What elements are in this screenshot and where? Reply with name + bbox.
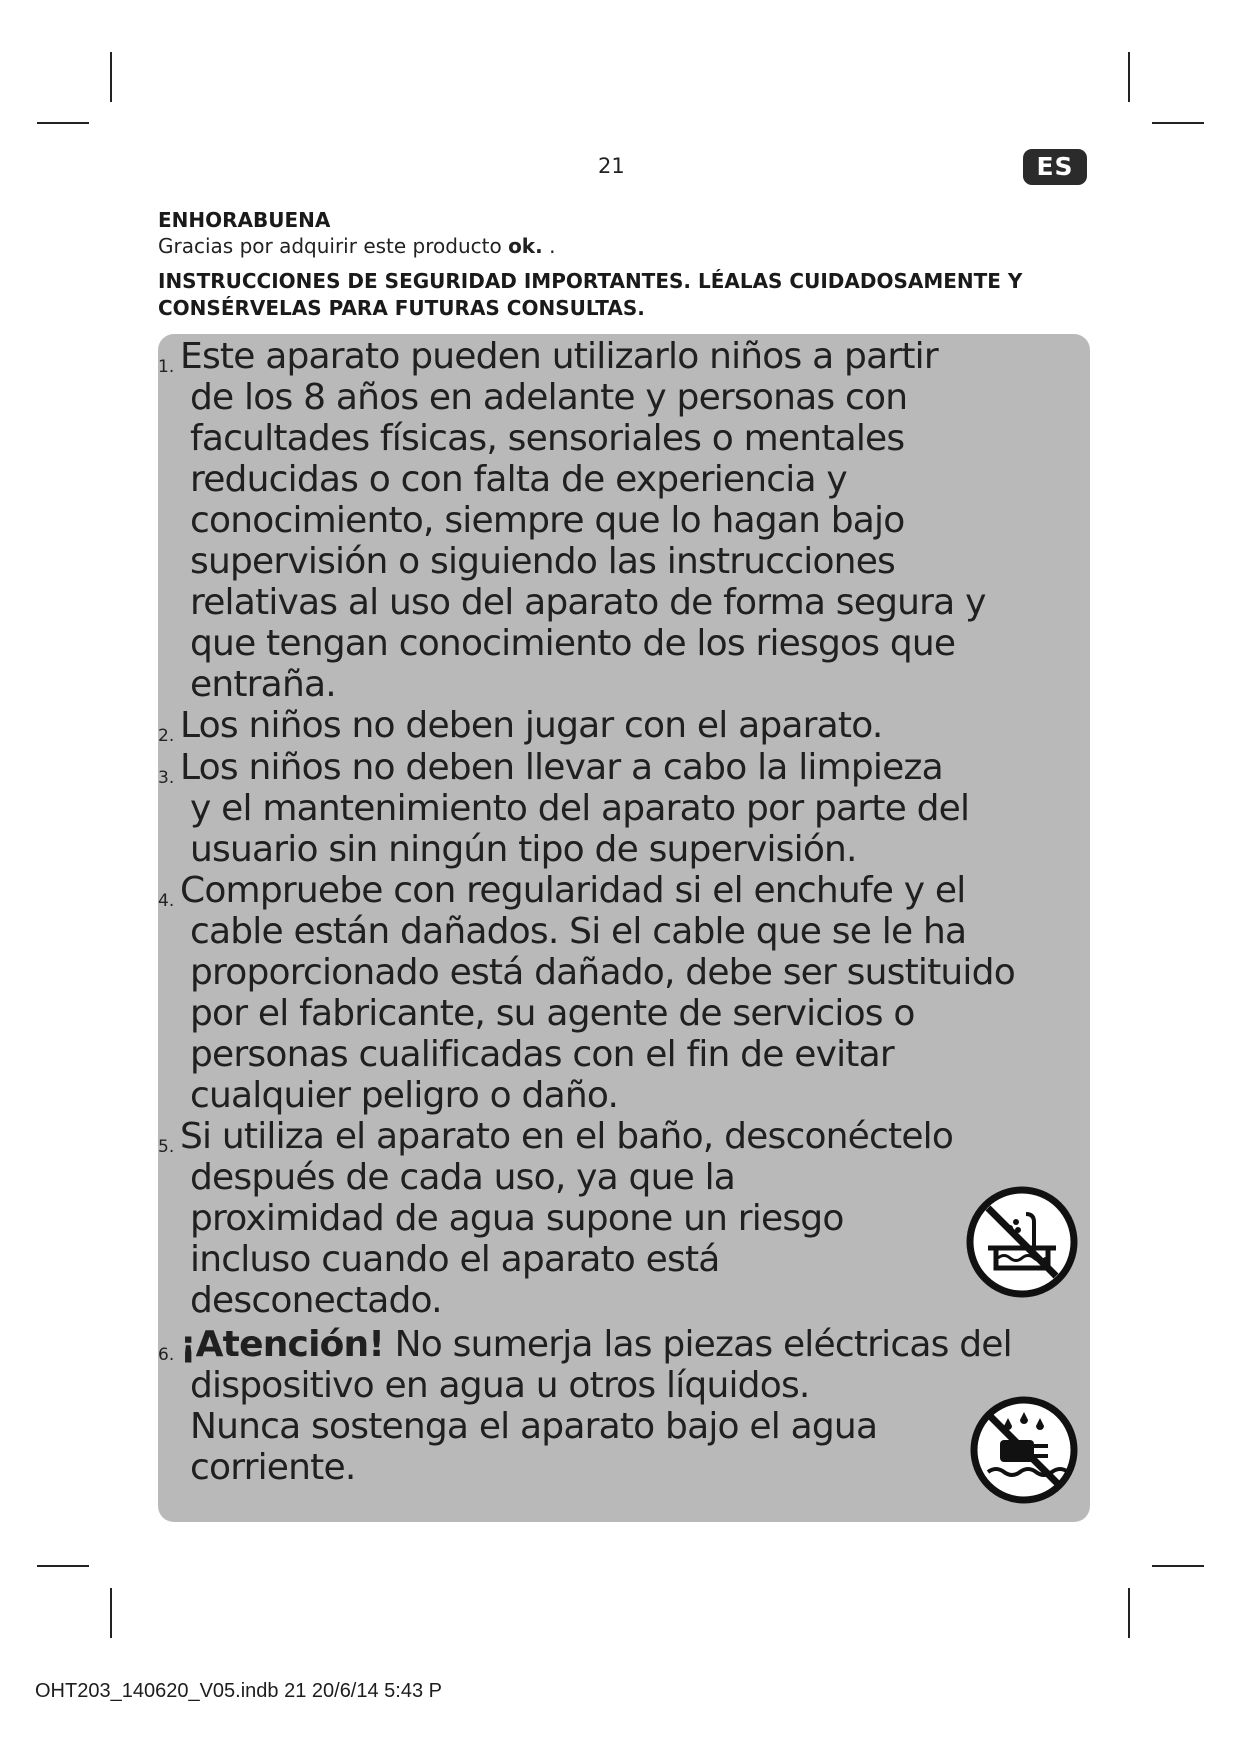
crop-mark bbox=[37, 1565, 89, 1567]
safety-item-3 bbox=[158, 747, 1088, 870]
do-not-immerse-icon bbox=[970, 1396, 1078, 1504]
item-text-rest: de los 8 años en adelante y personas con facultades físicas, sensoriales o mentales reducidas o con falta de experiencia y conocimiento, siempre que lo hagan bajo supervisión o siguiendo las instrucciones relativas al uso del aparato de forma segura y que tengan conocimiento de los riesgos que entraña. bbox=[190, 377, 986, 705]
thanks-line bbox=[158, 234, 555, 258]
print-file-info: OHT203_140620_V05.indb 21 20/6/14 5:43 P bbox=[35, 1680, 442, 1702]
crop-mark bbox=[1128, 52, 1130, 102]
crop-mark bbox=[37, 122, 89, 124]
item-text-first: No sumerja las piezas eléctricas del bbox=[384, 1324, 1012, 1365]
crop-mark bbox=[1152, 122, 1204, 124]
language-badge: ES bbox=[1023, 149, 1087, 185]
item-number: 1. bbox=[158, 357, 175, 377]
safety-heading-line1: INSTRUCCIONES DE SEGURIDAD IMPORTANTES. LÉALAS CUIDADOSAMENTE Y bbox=[158, 269, 1023, 293]
safety-item-4 bbox=[158, 870, 1088, 1116]
item-number: 4. bbox=[158, 891, 175, 911]
crop-mark bbox=[110, 52, 112, 102]
attention-label: ¡Atención! bbox=[180, 1324, 384, 1365]
item-number: 2. bbox=[158, 726, 175, 746]
safety-warnings-box bbox=[158, 334, 1090, 1522]
item-text-first: Este aparato pueden utilizarlo niños a partir bbox=[180, 336, 938, 377]
crop-mark bbox=[1128, 1588, 1130, 1638]
brand-name: ok. bbox=[508, 234, 543, 258]
safety-heading-line2: CONSÉRVELAS PARA FUTURAS CONSULTAS. bbox=[158, 296, 645, 320]
safety-item-1 bbox=[158, 336, 1088, 705]
safety-item-5 bbox=[158, 1116, 1088, 1321]
safety-item-2 bbox=[158, 705, 1088, 746]
item-text-first: Compruebe con regularidad si el enchufe y el bbox=[180, 870, 966, 911]
item-number: 6. bbox=[158, 1345, 175, 1365]
thanks-suffix: . bbox=[549, 234, 556, 258]
item-text-first: Si utiliza el aparato en el baño, desconéctelo bbox=[180, 1116, 954, 1157]
item-text-first: Los niños no deben jugar con el aparato. bbox=[180, 705, 883, 746]
thanks-text: Gracias por adquirir este producto bbox=[158, 234, 502, 258]
item-text-first: Los niños no deben llevar a cabo la limpieza bbox=[180, 747, 943, 788]
item-number: 3. bbox=[158, 768, 175, 788]
item-text-rest: y el mantenimiento del aparato por parte del usuario sin ningún tipo de supervisión. bbox=[190, 788, 970, 870]
crop-mark bbox=[1152, 1565, 1204, 1567]
item-text-rest: después de cada uso, ya que la proximidad de agua supone un riesgo incluso cuando el aparato está desconectado. bbox=[190, 1157, 844, 1321]
safety-item-6 bbox=[158, 1324, 1088, 1488]
no-use-near-bathtub-icon bbox=[966, 1186, 1078, 1298]
item-text-rest: dispositivo en agua u otros líquidos. Nunca sostenga el aparato bajo el agua corriente. bbox=[190, 1365, 878, 1488]
crop-mark bbox=[110, 1588, 112, 1638]
item-text-rest: cable están dañados. Si el cable que se le ha proporcionado está dañado, debe ser sustituido por el fabricante, su agente de servicios o personas cualificadas con el fin de evitar cualquier peligro o daño. bbox=[190, 911, 1015, 1116]
congrats-heading: ENHORABUENA bbox=[158, 208, 331, 232]
item-number: 5. bbox=[158, 1137, 175, 1157]
page-number: 21 bbox=[598, 154, 625, 178]
